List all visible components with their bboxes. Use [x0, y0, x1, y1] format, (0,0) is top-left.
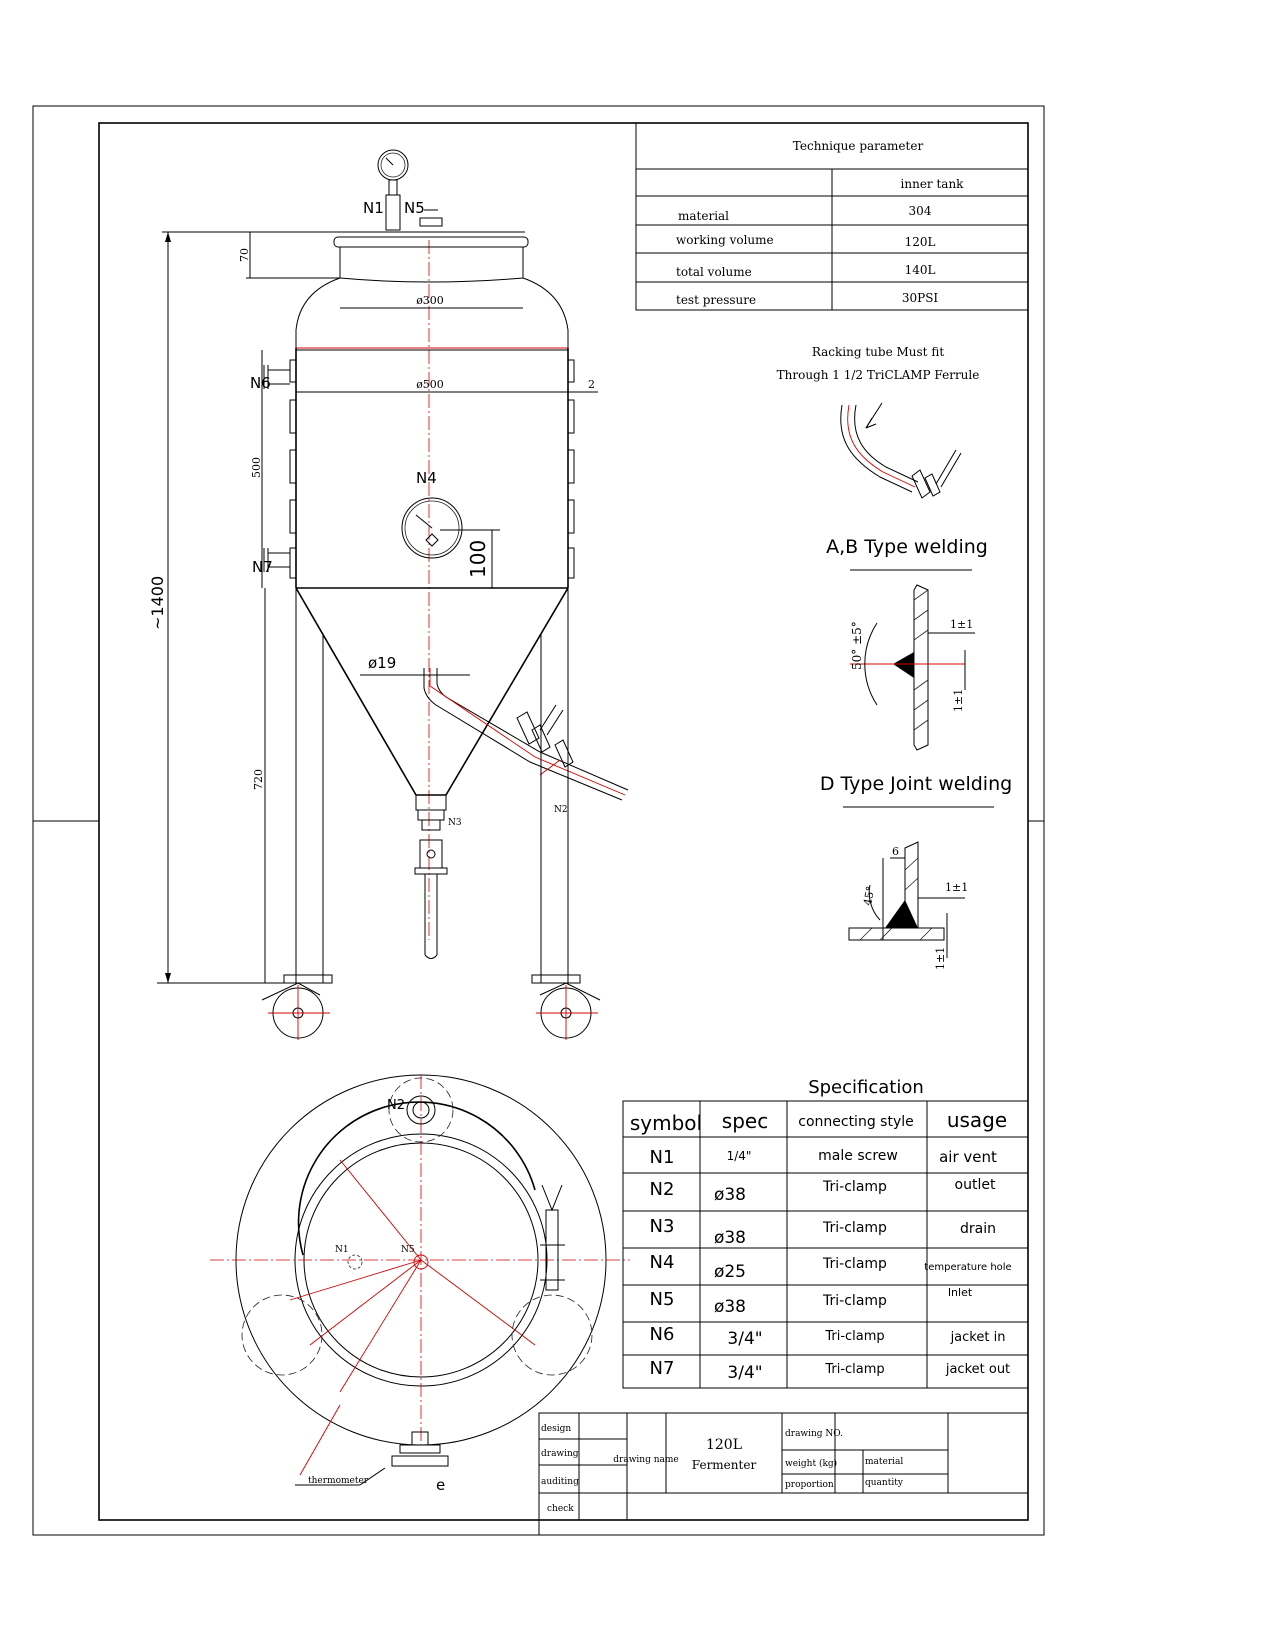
- n2-label: N2: [554, 805, 568, 815]
- lid-height-dim: 70: [238, 248, 251, 262]
- title-block: [539, 1413, 1028, 1520]
- drawing-subtitle: Fermenter: [691, 1458, 757, 1472]
- thermowell-height-dim: 100: [466, 539, 490, 578]
- spec-size: 3/4": [727, 1363, 763, 1383]
- spec-size: ø25: [713, 1262, 747, 1282]
- spec-size: 1/4": [726, 1149, 752, 1163]
- ab-welding-title: A,B Type welding: [826, 536, 988, 558]
- d-gap2-label: 1±1: [934, 946, 947, 970]
- spec-usage: jacket out: [945, 1362, 1011, 1377]
- param-label: working volume: [676, 233, 774, 247]
- top-n5-label: N5: [401, 1245, 415, 1255]
- param-label: test pressure: [676, 293, 757, 307]
- racking-note-line2: Through 1 1/2 TriCLAMP Ferrule: [776, 368, 980, 382]
- drawing-no-label: drawing NO.: [785, 1429, 844, 1439]
- quantity-label: quantity: [865, 1478, 903, 1488]
- spec-style: Tri-clamp: [823, 1220, 887, 1236]
- specification-table: [623, 1077, 1028, 1388]
- top-n2-label: N2: [387, 1098, 405, 1113]
- spec-size: ø38: [713, 1297, 747, 1317]
- spec-size: 3/4": [727, 1329, 763, 1349]
- param-value: 30PSI: [901, 291, 939, 305]
- weight-label: weight (kg): [785, 1459, 838, 1469]
- racking-tube-detail: [777, 345, 980, 498]
- jacket-gap-dim: 2: [588, 378, 595, 391]
- n4-label: N4: [416, 469, 437, 487]
- n1-label: N1: [363, 199, 384, 217]
- param-value: 304: [908, 204, 932, 218]
- spec-style: male screw: [818, 1148, 898, 1164]
- spec-usage: jacket in: [950, 1330, 1006, 1345]
- spec-symbol: N7: [649, 1358, 675, 1379]
- spec-symbol: N1: [649, 1147, 675, 1168]
- technique-table: [636, 123, 1028, 310]
- ab-welding-detail: [826, 536, 988, 750]
- spec-header: spec: [721, 1109, 769, 1133]
- drawing-label: drawing: [541, 1449, 579, 1459]
- ab-gap-label: 1±1: [950, 618, 974, 631]
- check-label: check: [547, 1504, 574, 1514]
- spec-size: ø38: [713, 1185, 747, 1205]
- inner-tank-header: inner tank: [900, 177, 964, 191]
- spec-header: connecting style: [798, 1114, 914, 1130]
- technique-title: Technique parameter: [792, 139, 924, 153]
- ab-gap2-label: 1±1: [952, 688, 965, 712]
- spec-usage: Inlet: [947, 1286, 973, 1299]
- param-value: 140L: [904, 263, 936, 277]
- d-gap-label: 1±1: [945, 881, 969, 894]
- e-label: e: [436, 1476, 446, 1494]
- param-label: total volume: [676, 265, 752, 279]
- thermometer-label: thermometer: [308, 1476, 369, 1486]
- param-value: 120L: [904, 235, 936, 249]
- spec-style: Tri-clamp: [825, 1362, 885, 1377]
- design-label: design: [541, 1424, 572, 1434]
- auditing-label: auditing: [541, 1477, 579, 1487]
- ab-angle-label: 50° ±5°: [850, 621, 864, 670]
- racking-note-line1: Racking tube Must fit: [811, 345, 945, 359]
- inner-frame: [99, 123, 1028, 1520]
- top-diameter-dim: ø300: [416, 294, 444, 307]
- outlet-diameter-dim: ø19: [368, 654, 397, 672]
- drawing-name-label: drawing name: [613, 1455, 679, 1465]
- spec-usage: drain: [960, 1221, 996, 1237]
- spec-symbol: N4: [649, 1252, 675, 1273]
- spec-usage: outlet: [954, 1177, 996, 1193]
- n5-label: N5: [404, 199, 425, 217]
- drawing-title: 120L: [705, 1437, 743, 1453]
- specification-title: Specification: [808, 1077, 924, 1098]
- spec-style: Tri-clamp: [823, 1179, 887, 1195]
- spec-symbol: N5: [649, 1289, 675, 1310]
- jacket-height-dim: 500: [250, 457, 263, 478]
- spec-symbol: N6: [649, 1324, 675, 1345]
- legs-height-dim: 720: [252, 769, 265, 790]
- spec-style: Tri-clamp: [823, 1293, 887, 1309]
- outer-border: [33, 106, 1044, 1535]
- spec-size: ø38: [713, 1228, 747, 1248]
- spec-header: symbol: [629, 1111, 703, 1135]
- spec-style: Tri-clamp: [825, 1329, 885, 1344]
- param-label: material: [678, 209, 730, 223]
- d-angle-label: 45°: [861, 885, 878, 907]
- body-diameter-dim: ø500: [416, 378, 444, 391]
- total-height-dim: ~1400: [148, 575, 167, 630]
- proportion-label: proportion: [785, 1480, 834, 1490]
- d-welding-title: D Type Joint welding: [819, 773, 1013, 795]
- tank-elevation: [148, 150, 628, 1040]
- spec-style: Tri-clamp: [823, 1256, 887, 1272]
- d-thickness-label: 6: [892, 845, 899, 858]
- spec-usage: air vent: [939, 1148, 997, 1166]
- d-welding-detail: [820, 773, 1012, 970]
- spec-header: usage: [946, 1108, 1008, 1132]
- spec-symbol: N3: [649, 1216, 675, 1237]
- n3-label: N3: [448, 818, 462, 828]
- spec-usage: temperature hole: [924, 1262, 1012, 1273]
- spec-symbol: N2: [649, 1179, 675, 1200]
- top-n1-label: N1: [335, 1245, 349, 1255]
- material-label: material: [865, 1457, 904, 1467]
- n6-label: N6: [250, 374, 271, 392]
- n7-label: N7: [252, 558, 273, 576]
